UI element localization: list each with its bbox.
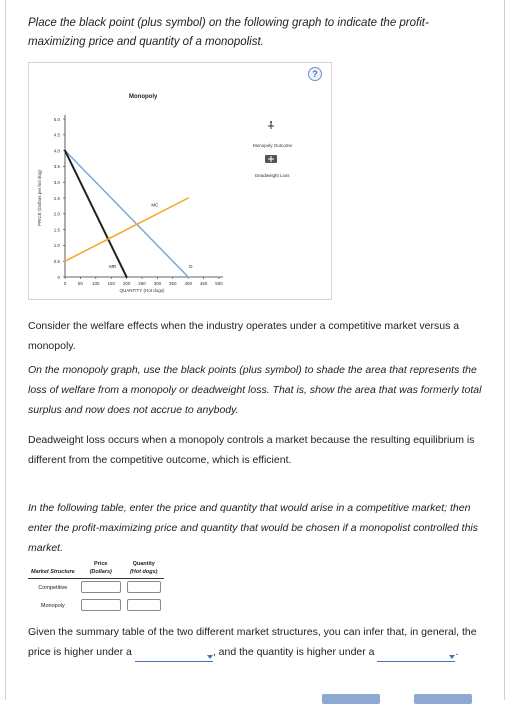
quantity-header: Quantity <box>132 561 155 567</box>
help-icon[interactable]: ? <box>308 67 322 81</box>
y-tick-label: 0 <box>57 274 60 280</box>
curve-label-mr: MR <box>109 264 117 270</box>
curve-d <box>65 151 188 277</box>
deadweight-instructions: On the monopoly graph, use the black points (plus symbol) to shade the area that represents the loss of welfare from a monopoly or deadweight loss. That is, show the area that was formerly total surplus and now does not accrue to anybody. <box>28 364 482 416</box>
graph-panel <box>28 62 332 300</box>
x-tick-label: 100 <box>92 281 100 286</box>
y-tick-label: 1.0 <box>53 243 60 249</box>
x-axis-label: QUANTITY (Hot dogs) <box>119 288 165 293</box>
x-tick-label: 500 <box>215 281 223 286</box>
y-tick-label: 2.5 <box>53 195 60 201</box>
x-tick-label: 350 <box>169 281 177 286</box>
deadweight-loss-tool[interactable] <box>265 155 277 163</box>
y-tick-label: 5.0 <box>53 116 60 122</box>
curve-label-mc: MC <box>151 202 159 208</box>
x-tick-label: 0 <box>63 281 67 286</box>
summary-paragraph <box>28 622 488 662</box>
quantity-unit-header: (Hot dogs) <box>124 568 164 579</box>
x-tick-label: 150 <box>107 281 115 286</box>
monopoly-outcome-tool[interactable] <box>268 121 274 129</box>
y-axis-label: PRICE (Dollars per hot dog) <box>37 169 42 227</box>
welfare-paragraph: Consider the welfare effects when the industry operates under a competitive market versus a monopoly. <box>28 320 460 352</box>
table-instructions: In the following table, enter the price and quantity that would arise in a competitive market; then enter the profit-maximizing price and quantity that would be chosen if a monopolist controlled this market. <box>28 502 478 554</box>
x-tick-label: 250 <box>138 281 146 286</box>
y-tick-label: 4.5 <box>53 132 60 138</box>
x-tick-label: 400 <box>184 281 192 286</box>
price-higher-dropdown[interactable] <box>135 649 213 662</box>
next-button[interactable] <box>414 694 472 704</box>
x-tick-label: 300 <box>153 281 162 286</box>
axes-layer <box>37 115 223 293</box>
chevron-down-icon <box>449 655 455 659</box>
row-monopoly-label: Monopoly <box>40 603 65 609</box>
y-tick-label: 2.0 <box>53 211 60 217</box>
legend-monopoly-outcome: Monopoly Outcome <box>253 143 293 148</box>
monopoly-price-input[interactable] <box>81 599 121 611</box>
monopoly-quantity-input[interactable] <box>127 599 161 611</box>
summary-text-end: . <box>455 646 459 658</box>
x-tick-label: 50 <box>77 281 83 286</box>
curve-mc <box>65 198 188 261</box>
quantity-higher-dropdown[interactable] <box>377 649 455 662</box>
x-tick-label: 450 <box>199 281 208 286</box>
table-row <box>28 597 164 615</box>
legend-deadweight-loss: Deadweight Loss <box>255 173 290 178</box>
y-tick-label: 3.5 <box>53 164 60 170</box>
competitive-quantity-input[interactable] <box>127 581 161 593</box>
curve-mr <box>65 151 127 277</box>
y-tick-label: 0.5 <box>53 259 60 264</box>
plus-icon-dot <box>270 121 272 123</box>
competitive-price-input[interactable] <box>81 581 121 593</box>
instruction-text: Place the black point (plus symbol) on the following graph to indicate the profit-maximizing price and quantity of a monopolist. <box>28 17 429 48</box>
y-tick-label: 4.0 <box>53 148 60 154</box>
curve-label-d: D <box>189 264 193 270</box>
market-structure-table <box>28 560 164 615</box>
y-tick-label: 3.0 <box>53 180 60 185</box>
curves-layer <box>65 151 188 277</box>
row-competitive-label: Competitive <box>38 585 68 591</box>
monopoly-graph <box>29 63 333 301</box>
y-tick-label: 1.5 <box>53 227 60 233</box>
price-header: Price <box>93 561 108 567</box>
graph-title: Monopoly <box>129 94 158 100</box>
table-row <box>28 579 164 598</box>
summary-text-mid: , and the quantity is higher under a <box>212 646 375 658</box>
grade-button[interactable] <box>322 694 380 704</box>
deadweight-explanation: Deadweight loss occurs when a monopoly controls a market because the resulting equilibrium is different from the competitive outcome, which is efficient. <box>28 434 475 466</box>
summary-text-start: Given the summary table of the two different market structures, you can infer that, in general, the price is higher under a <box>28 626 477 658</box>
chevron-down-icon <box>207 655 213 659</box>
price-unit-header: (Dollars) <box>78 568 124 579</box>
curve-labels-layer <box>109 203 193 269</box>
x-tick-label: 200 <box>122 281 131 286</box>
market-structure-header: Market Structure <box>28 568 78 579</box>
